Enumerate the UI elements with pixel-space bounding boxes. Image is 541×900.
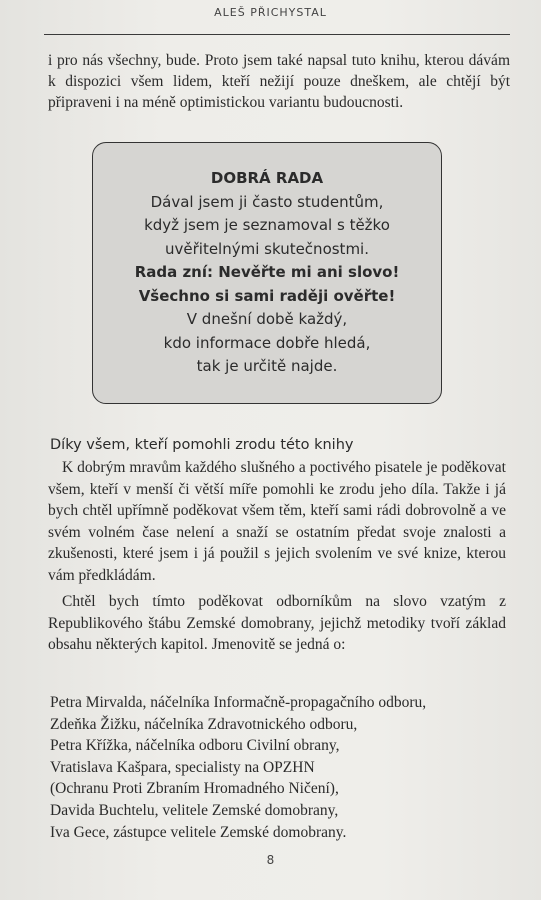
name-item: (Ochranu Proti Zbraním Hromadného Ničení), — [50, 780, 339, 798]
acknowledgement-body — [48, 457, 506, 656]
tip-closing-line: kdo informace dobře hledá, — [163, 333, 371, 352]
name-item: Zdeňka Žižku, náčelníka Zdravotnického odboru, — [50, 715, 358, 733]
tip-closing-line: tak je určitě najde. — [196, 357, 338, 375]
header-rule — [44, 34, 510, 35]
tip-line: uvěřitelnými skutečnostmi. — [165, 239, 369, 258]
tip-bold-line: Rada zní: Nevěřte mi ani slovo! — [134, 263, 400, 281]
tip-line: když jsem je seznamoval s těžko — [144, 216, 390, 234]
intro-text: i pro nás všechny, bude. Proto jsem také napsal tuto knihu, kterou dávám k dispozici všem lidem, kteří nežijí pouze dneškem, ale chtějí být připraveni i na méně optimistickou variantu budoucnosti. — [48, 52, 510, 111]
body-paragraph: K dobrým mravům každého slušného a poctivého pisatele je poděkovat všem, kteří v menší či větší míře pomohli ke zrodu jeho díla. Takže i já bych chtěl upřímně poděkovat všem těm, kteří sami rádi dobrovolně a ve svém volném čase nelení a snaží se ostatním předat svoje znalosti a zkušenosti, které jsem i já použil s jejich svolením ve své knize, kterou vám předkládám. — [48, 459, 506, 584]
tip-line: Dával jsem ji často studentům, — [150, 192, 384, 211]
tip-box-title: DOBRÁ RADA — [210, 169, 324, 187]
name-item: Davida Buchtelu, velitele Zemské domobrany, — [50, 801, 339, 819]
name-item: Vratislava Kašpara, specialisty na OPZHN — [50, 758, 315, 776]
section-heading: Díky všem, kteří pomohli zrodu této knihy — [50, 437, 354, 453]
tip-box — [92, 142, 442, 404]
names-list — [50, 692, 510, 843]
running-head: ALEŠ PŘICHYSTAL — [214, 6, 327, 19]
intro-paragraph — [48, 50, 510, 113]
page-number: 8 — [266, 853, 275, 867]
name-item: Iva Gece, zástupce velitele Zemské domobrany. — [50, 823, 347, 841]
body-paragraph: Chtěl bych tímto poděkovat odborníkům na slovo vzatým z Republikového štábu Zemské domobrany, jejichž metodiky tvoří základ obsahu některých kapitol. Jmenovitě se jedná o: — [48, 593, 506, 653]
tip-bold-line: Všechno si sami raději ověřte! — [138, 286, 396, 305]
name-item: Petra Křížka, náčelníka odboru Civilní obrany, — [50, 737, 340, 755]
name-item: Petra Mirvalda, náčelníka Informačně-propagačního odboru, — [50, 694, 427, 711]
tip-closing-line: V dnešní době každý, — [186, 310, 348, 328]
